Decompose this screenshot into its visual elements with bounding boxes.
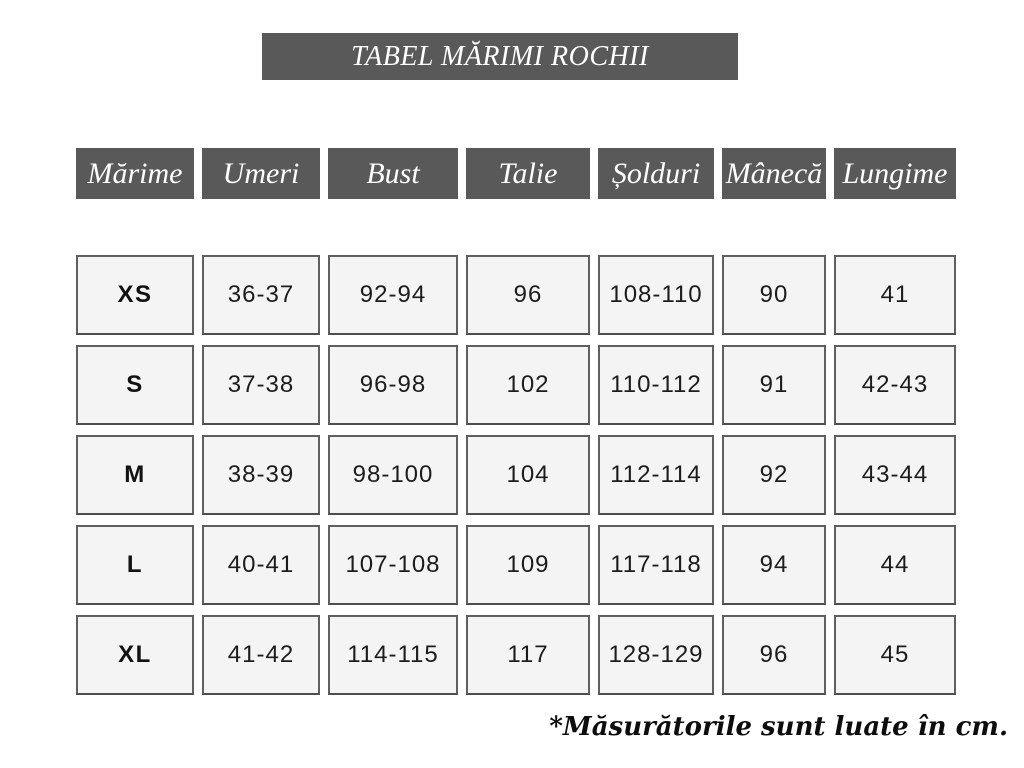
value-cell: 96	[722, 615, 826, 695]
column-header-maneca: Mânecă	[722, 148, 826, 199]
value-cell: 107-108	[328, 525, 458, 605]
size-cell: L	[76, 525, 194, 605]
value-cell: 36-37	[202, 255, 320, 335]
value-cell: 92-94	[328, 255, 458, 335]
value-cell: 44	[834, 525, 956, 605]
page-title: TABEL MĂRIMI ROCHII	[351, 40, 649, 72]
value-cell: 110-112	[598, 345, 714, 425]
table-header-row	[76, 148, 956, 199]
value-cell: 112-114	[598, 435, 714, 515]
value-cell: 104	[466, 435, 590, 515]
size-cell: S	[76, 345, 194, 425]
value-cell: 96	[466, 255, 590, 335]
value-cell: 114-115	[328, 615, 458, 695]
value-cell: 96-98	[328, 345, 458, 425]
column-header-solduri: Șolduri	[598, 148, 714, 199]
value-cell: 92	[722, 435, 826, 515]
value-cell: 43-44	[834, 435, 956, 515]
value-cell: 90	[722, 255, 826, 335]
size-cell: XL	[76, 615, 194, 695]
table-body	[76, 255, 956, 695]
column-header-umeri: Umeri	[202, 148, 320, 199]
value-cell: 45	[834, 615, 956, 695]
value-cell: 41	[834, 255, 956, 335]
column-header-talie: Talie	[466, 148, 590, 199]
value-cell: 98-100	[328, 435, 458, 515]
value-cell: 41-42	[202, 615, 320, 695]
column-header-bust: Bust	[328, 148, 458, 199]
value-cell: 42-43	[834, 345, 956, 425]
value-cell: 117-118	[598, 525, 714, 605]
title-banner	[262, 33, 738, 80]
column-header-lungime: Lungime	[834, 148, 956, 199]
size-cell: XS	[76, 255, 194, 335]
measurement-note: *Măsurătorile sunt luate în cm.	[549, 712, 1008, 742]
value-cell: 94	[722, 525, 826, 605]
value-cell: 102	[466, 345, 590, 425]
value-cell: 38-39	[202, 435, 320, 515]
value-cell: 40-41	[202, 525, 320, 605]
value-cell: 108-110	[598, 255, 714, 335]
value-cell: 109	[466, 525, 590, 605]
value-cell: 37-38	[202, 345, 320, 425]
value-cell: 91	[722, 345, 826, 425]
value-cell: 117	[466, 615, 590, 695]
column-header-marime: Mărime	[76, 148, 194, 199]
value-cell: 128-129	[598, 615, 714, 695]
size-cell: M	[76, 435, 194, 515]
